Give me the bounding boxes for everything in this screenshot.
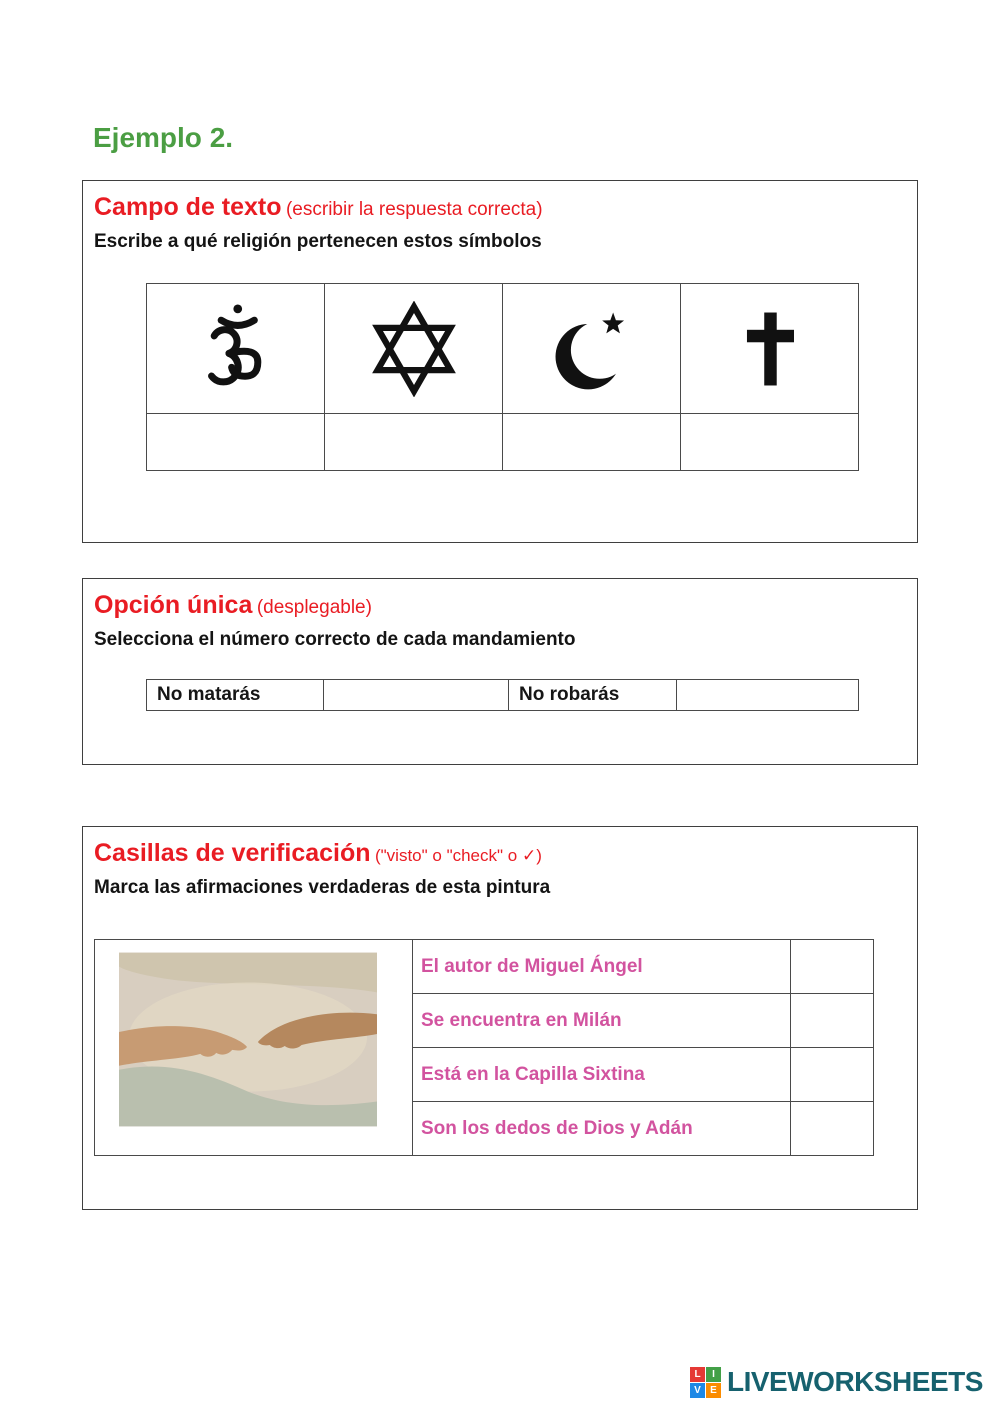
section-subtitle: (desplegable) — [256, 597, 372, 618]
commandment-label-cell: No matarás — [147, 680, 324, 711]
liveworksheets-logo[interactable] — [690, 1366, 983, 1398]
logo-square-v: V — [690, 1383, 705, 1398]
answer-cell[interactable] — [681, 414, 859, 471]
painting-image — [119, 952, 377, 1127]
commandments-table — [146, 679, 859, 711]
section-title: Campo de texto — [94, 193, 282, 221]
logo-square-i: I — [706, 1367, 721, 1382]
commandments-row — [147, 680, 859, 711]
statement-text: Está en la Capilla Sixtina — [413, 1048, 791, 1102]
logo-square-l: L — [690, 1367, 705, 1382]
checkbox-cell[interactable] — [791, 994, 874, 1048]
instruction-text: Marca las afirmaciones verdaderas de esta pintura — [94, 877, 551, 898]
answer-cell[interactable] — [503, 414, 681, 471]
checkbox-cell[interactable] — [791, 940, 874, 994]
page-title: Ejemplo 2. — [93, 122, 234, 153]
section-header — [94, 591, 906, 620]
section-subtitle: ("visto" o "check" o ✓) — [374, 846, 542, 865]
statement-text: Se encuentra en Milán — [413, 994, 791, 1048]
liveworksheets-logo-icon — [690, 1367, 721, 1398]
dropdown-cell[interactable] — [324, 680, 509, 711]
instruction-text: Selecciona el número correcto de cada mandamiento — [94, 629, 576, 650]
section-checkbox — [82, 826, 918, 1210]
latin-cross-icon — [722, 301, 818, 397]
star-of-david-icon — [366, 301, 462, 397]
statement-row — [95, 940, 874, 994]
symbols-row — [147, 284, 859, 414]
answer-cell[interactable] — [325, 414, 503, 471]
answers-row — [147, 414, 859, 471]
section-text-field — [82, 180, 918, 543]
brand-name: LIVEWORKSHEETS — [727, 1366, 983, 1397]
statement-text: El autor de Miguel Ángel — [413, 940, 791, 994]
section-subtitle: (escribir la respuesta correcta) — [285, 199, 543, 220]
instruction-text: Escribe a qué religión pertenecen estos símbolos — [94, 231, 542, 252]
symbol-cell-hinduism — [147, 284, 325, 414]
symbol-cell-judaism — [325, 284, 503, 414]
section-dropdown — [82, 578, 918, 765]
symbol-cell-christianity — [681, 284, 859, 414]
logo-square-e: E — [706, 1383, 721, 1398]
checkbox-cell[interactable] — [791, 1048, 874, 1102]
section-title: Opción única — [94, 591, 253, 619]
dropdown-cell[interactable] — [677, 680, 859, 711]
symbols-table — [146, 283, 859, 471]
section-header — [94, 839, 906, 868]
section-title: Casillas de verificación — [94, 839, 371, 867]
statements-table — [94, 939, 874, 1156]
answer-cell[interactable] — [147, 414, 325, 471]
painting-cell — [95, 940, 413, 1156]
checkbox-cell[interactable] — [791, 1102, 874, 1156]
commandment-label-cell: No robarás — [509, 680, 677, 711]
symbol-cell-islam — [503, 284, 681, 414]
om-icon — [188, 299, 284, 399]
statement-text: Son los dedos de Dios y Adán — [413, 1102, 791, 1156]
section-header — [94, 193, 906, 222]
star-and-crescent-icon — [544, 301, 640, 397]
